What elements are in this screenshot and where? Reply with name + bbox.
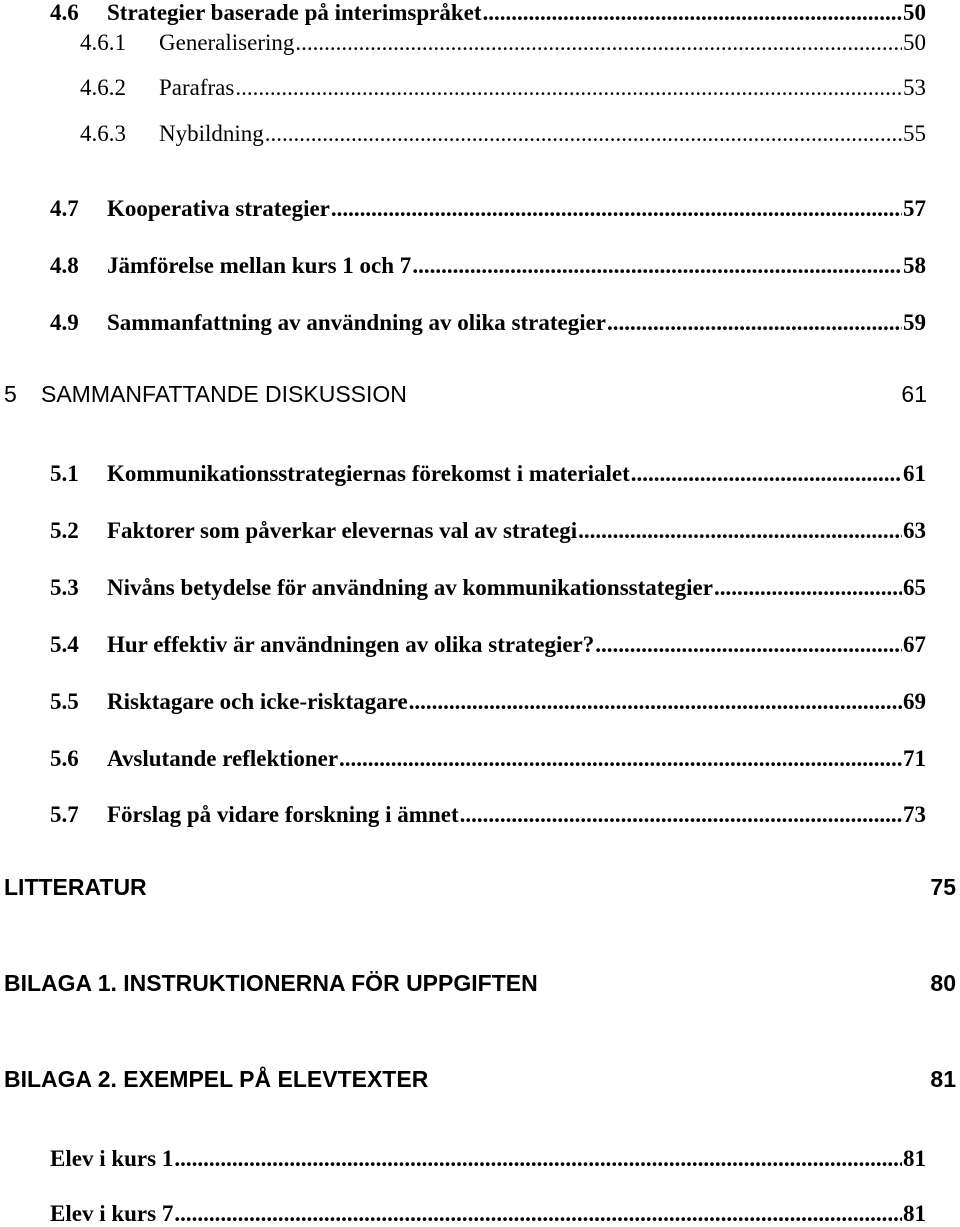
page-number: 67 bbox=[903, 632, 926, 657]
toc-entry-4-6-2[interactable] bbox=[80, 75, 926, 101]
section-number: 5.6 bbox=[50, 746, 79, 771]
page-number: 75 bbox=[930, 874, 956, 900]
dot-leader bbox=[339, 746, 902, 772]
page-number: 71 bbox=[903, 746, 926, 771]
page-number: 69 bbox=[903, 689, 926, 714]
page-number: 73 bbox=[903, 802, 926, 827]
page-number: 53 bbox=[903, 75, 926, 100]
section-number: 4.9 bbox=[50, 310, 79, 335]
section-number: 4.7 bbox=[50, 196, 79, 221]
toc-chapter-bilaga-1[interactable] bbox=[4, 970, 956, 997]
page-number: 50 bbox=[903, 0, 926, 25]
section-number: 5.1 bbox=[50, 461, 79, 486]
page-number: 81 bbox=[903, 1146, 926, 1171]
toc-entry-4-6-1[interactable] bbox=[80, 30, 926, 56]
page-number: 61 bbox=[903, 461, 926, 486]
section-title: Nivåns betydelse för användning av kommunikationsstategier bbox=[107, 575, 713, 600]
page-number: 58 bbox=[903, 253, 926, 278]
toc-entry-5-3[interactable] bbox=[50, 575, 926, 601]
page-number: 59 bbox=[903, 310, 926, 335]
toc-entry-5-6[interactable] bbox=[50, 746, 926, 772]
dot-leader bbox=[174, 1201, 902, 1227]
chapter-title: SAMMANFATTANDE DISKUSSION bbox=[41, 381, 407, 407]
dot-leader bbox=[595, 632, 902, 658]
toc-entry-4-9[interactable] bbox=[50, 310, 926, 336]
section-title: Kommunikationsstrategiernas förekomst i materialet bbox=[107, 461, 630, 486]
dot-leader bbox=[265, 121, 902, 147]
section-title: Avslutande reflektioner bbox=[107, 746, 339, 771]
dot-leader bbox=[714, 575, 902, 601]
section-number: 4.6.3 bbox=[80, 121, 126, 146]
toc-entry-5-1[interactable] bbox=[50, 461, 926, 487]
section-title: Generalisering bbox=[159, 30, 295, 55]
page-number: 80 bbox=[930, 970, 956, 996]
section-number: 5.2 bbox=[50, 518, 79, 543]
section-title: Kooperativa strategier bbox=[107, 196, 330, 221]
chapter-number: 5 bbox=[4, 381, 17, 407]
dot-leader bbox=[331, 196, 902, 222]
section-title: Parafras bbox=[159, 75, 235, 100]
page-number: 50 bbox=[903, 30, 926, 55]
section-number: 5.3 bbox=[50, 575, 79, 600]
chapter-title: LITTERATUR bbox=[4, 874, 147, 900]
toc-entry-4-8[interactable] bbox=[50, 253, 926, 279]
dot-leader bbox=[607, 310, 902, 336]
toc-chapter-5[interactable] bbox=[4, 381, 927, 408]
section-title: Elev i kurs 7 bbox=[50, 1201, 174, 1226]
dot-leader bbox=[483, 0, 902, 26]
dot-leader bbox=[578, 518, 902, 544]
section-number: 5.5 bbox=[50, 689, 79, 714]
toc-entry-4-6[interactable] bbox=[50, 0, 926, 26]
dot-leader bbox=[412, 253, 902, 279]
section-number: 5.7 bbox=[50, 802, 79, 827]
section-title: Faktorer som påverkar elevernas val av strategi bbox=[107, 518, 578, 543]
toc-entry-4-6-3[interactable] bbox=[80, 121, 926, 147]
page-number: 65 bbox=[903, 575, 926, 600]
section-title: Risktagare och icke-risktagare bbox=[107, 689, 408, 714]
toc-entry-5-7[interactable] bbox=[50, 802, 926, 828]
toc-chapter-bilaga-2[interactable] bbox=[4, 1066, 956, 1093]
section-title: Förslag på vidare forskning i ämnet bbox=[107, 802, 459, 827]
section-title: Hur effektiv är användningen av olika strategier? bbox=[107, 632, 595, 657]
dot-leader bbox=[409, 689, 902, 715]
dot-leader bbox=[631, 461, 902, 487]
section-title: Jämförelse mellan kurs 1 och 7 bbox=[107, 253, 412, 278]
dot-leader bbox=[295, 30, 902, 56]
dot-leader bbox=[235, 75, 902, 101]
section-title: Nybildning bbox=[159, 121, 264, 146]
toc-entry-5-5[interactable] bbox=[50, 689, 926, 715]
page-number: 81 bbox=[930, 1066, 956, 1092]
section-number: 4.6 bbox=[50, 0, 79, 25]
dot-leader bbox=[174, 1146, 902, 1172]
page-number: 63 bbox=[903, 518, 926, 543]
toc-entry-4-7[interactable] bbox=[50, 196, 926, 222]
section-number: 4.6.2 bbox=[80, 75, 126, 100]
toc-entry-elev-kurs-7[interactable] bbox=[50, 1201, 926, 1227]
page-number: 81 bbox=[903, 1201, 926, 1226]
chapter-title: BILAGA 2. EXEMPEL PÅ ELEVTEXTER bbox=[4, 1066, 429, 1092]
chapter-title: BILAGA 1. INSTRUKTIONERNA FÖR UPPGIFTEN bbox=[4, 970, 538, 996]
section-title: Strategier baserade på interimspråket bbox=[107, 0, 482, 25]
toc-entry-5-2[interactable] bbox=[50, 518, 926, 544]
dot-leader bbox=[460, 802, 902, 828]
section-number: 5.4 bbox=[50, 632, 79, 657]
page-number: 55 bbox=[903, 121, 926, 146]
toc-chapter-litteratur[interactable] bbox=[4, 874, 956, 901]
toc-entry-elev-kurs-1[interactable] bbox=[50, 1146, 926, 1172]
section-number: 4.6.1 bbox=[80, 30, 126, 55]
section-title: Elev i kurs 1 bbox=[50, 1146, 174, 1171]
page-number: 57 bbox=[903, 196, 926, 221]
section-title: Sammanfattning av användning av olika strategier bbox=[107, 310, 607, 335]
section-number: 4.8 bbox=[50, 253, 79, 278]
toc-entry-5-4[interactable] bbox=[50, 632, 926, 658]
page-number: 61 bbox=[901, 381, 927, 407]
